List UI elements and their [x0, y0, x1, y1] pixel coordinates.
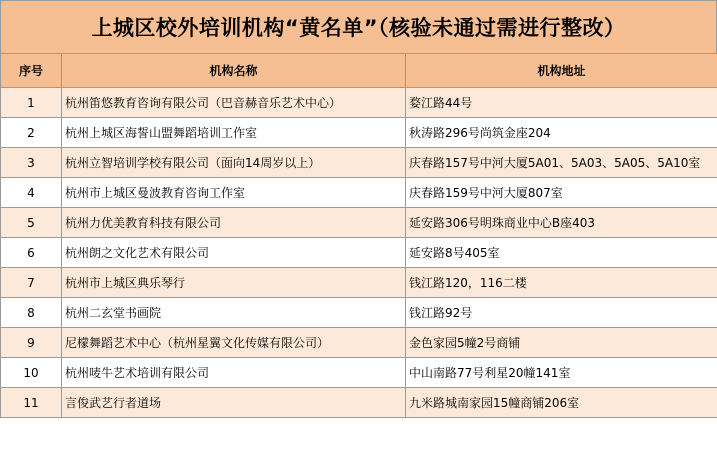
row-address: 九米路城南家园15幢商铺206室 [406, 388, 717, 418]
row-address: 延安路8号405室 [406, 238, 717, 268]
row-index: 11 [1, 388, 62, 418]
title-bar [0, 0, 717, 53]
row-address: 钱江路120，116二楼 [406, 268, 717, 298]
table-row [1, 148, 717, 178]
row-name: 杭州二玄堂书画院 [62, 298, 406, 328]
row-address: 金色家园5幢2号商铺 [406, 328, 717, 358]
row-index: 7 [1, 268, 62, 298]
row-name: 杭州立智培训学校有限公司（面向14周岁以上） [62, 148, 406, 178]
row-name: 杭州力优美教育科技有限公司 [62, 208, 406, 238]
header-name: 机构名称 [62, 54, 406, 88]
row-index: 10 [1, 358, 62, 388]
table-row [1, 208, 717, 238]
table-row [1, 358, 717, 388]
table-row [1, 268, 717, 298]
row-name: 言俊武艺行者道场 [62, 388, 406, 418]
row-address: 中山南路77号利星20幢141室 [406, 358, 717, 388]
row-address: 庆春路157号中河大厦5A01、5A03、5A05、5A10室 [406, 148, 717, 178]
table-body [1, 88, 717, 418]
header-address: 机构地址 [406, 54, 717, 88]
table-row [1, 88, 717, 118]
table-row [1, 118, 717, 148]
row-address: 秋涛路296号尚筑金座204 [406, 118, 717, 148]
table-row [1, 238, 717, 268]
header-row [1, 54, 717, 88]
row-address: 钱江路92号 [406, 298, 717, 328]
row-name: 杭州市上城区典乐琴行 [62, 268, 406, 298]
page-title: 上城区校外培训机构“黄名单”（核验未通过需进行整改） [91, 16, 626, 40]
row-index: 4 [1, 178, 62, 208]
row-address: 婺江路44号 [406, 88, 717, 118]
row-address: 庆春路159号中河大厦807室 [406, 178, 717, 208]
row-name: 杭州朗之文化艺术有限公司 [62, 238, 406, 268]
header-index: 序号 [1, 54, 62, 88]
table-row [1, 388, 717, 418]
institution-table [0, 53, 717, 418]
row-name: 尼檬舞蹈艺术中心（杭州星翼文化传媒有限公司） [62, 328, 406, 358]
table-row [1, 178, 717, 208]
table-row [1, 328, 717, 358]
row-index: 2 [1, 118, 62, 148]
row-index: 6 [1, 238, 62, 268]
row-index: 1 [1, 88, 62, 118]
row-index: 3 [1, 148, 62, 178]
row-index: 8 [1, 298, 62, 328]
row-address: 延安路306号明珠商业中心B座403 [406, 208, 717, 238]
row-name: 杭州笛悠教育咨询有限公司（巴音赫音乐艺术中心） [62, 88, 406, 118]
table-row [1, 298, 717, 328]
row-name: 杭州上城区海誓山盟舞蹈培训工作室 [62, 118, 406, 148]
row-index: 5 [1, 208, 62, 238]
row-name: 杭州市上城区曼波教育咨询工作室 [62, 178, 406, 208]
row-name: 杭州唛牛艺术培训有限公司 [62, 358, 406, 388]
row-index: 9 [1, 328, 62, 358]
